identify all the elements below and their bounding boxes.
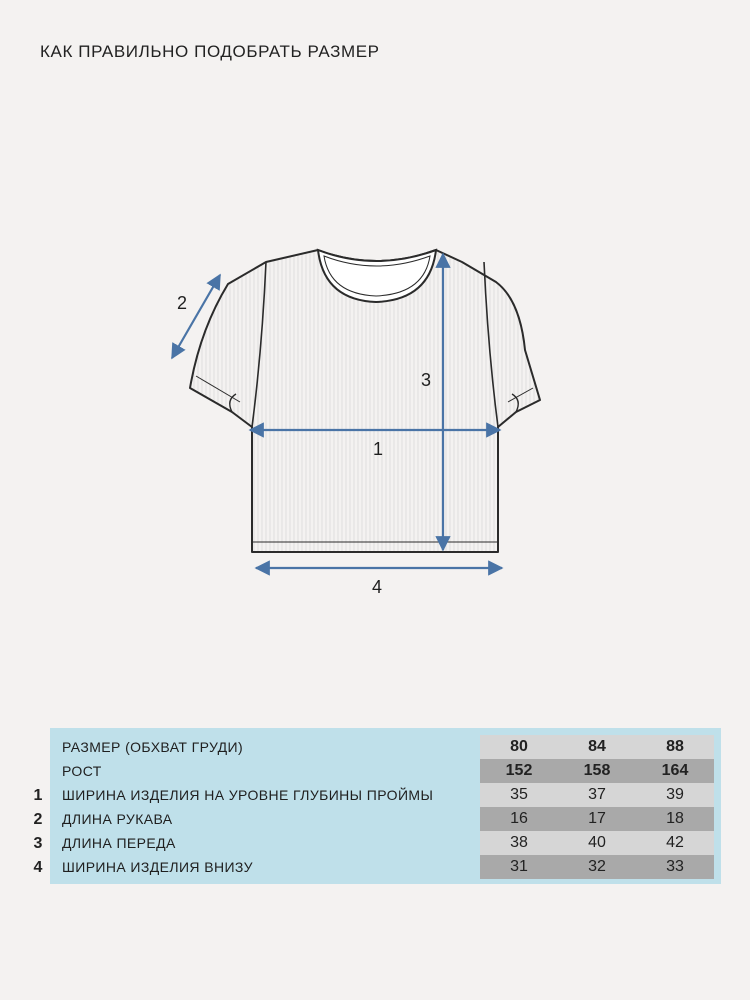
measure-label-4: 4 xyxy=(372,577,383,597)
table-cell: 18 xyxy=(636,807,714,831)
row-number-2: 2 xyxy=(33,811,43,828)
page-title: КАК ПРАВИЛЬНО ПОДОБРАТЬ РАЗМЕР xyxy=(40,42,380,61)
measure-label-3: 3 xyxy=(421,370,432,390)
table-row-size xyxy=(50,735,721,759)
table-cell: 88 xyxy=(636,735,714,759)
table-cell: 35 xyxy=(480,783,558,807)
table-cell: 42 xyxy=(636,831,714,855)
measure-label-2: 2 xyxy=(177,293,188,313)
table-cell: 32 xyxy=(558,855,636,879)
table-row-bottom-width xyxy=(50,855,721,879)
tshirt-outline xyxy=(190,250,540,552)
table-cell: 40 xyxy=(558,831,636,855)
table-row-height xyxy=(50,759,721,783)
row-label: ДЛИНА РУКАВА xyxy=(62,811,173,827)
table-cell: 164 xyxy=(636,759,714,783)
table-cell: 38 xyxy=(480,831,558,855)
row-label: РОСТ xyxy=(62,763,102,779)
table-row-front-length xyxy=(50,831,721,855)
table-cell: 80 xyxy=(480,735,558,759)
table-cell: 158 xyxy=(558,759,636,783)
table-row-sleeve-length xyxy=(50,807,721,831)
row-label: РАЗМЕР (ОБХВАТ ГРУДИ) xyxy=(62,739,244,755)
row-label: ШИРИНА ИЗДЕЛИЯ НА УРОВНЕ ГЛУБИНЫ ПРОЙМЫ xyxy=(62,787,434,803)
table-row-chest-width xyxy=(50,783,721,807)
table-cell: 84 xyxy=(558,735,636,759)
row-label: ДЛИНА ПЕРЕДА xyxy=(62,835,176,851)
row-number-3: 3 xyxy=(33,835,43,852)
row-number-1: 1 xyxy=(33,787,43,804)
row-label: ШИРИНА ИЗДЕЛИЯ ВНИЗУ xyxy=(62,859,253,875)
table-cell: 17 xyxy=(558,807,636,831)
table-cell: 31 xyxy=(480,855,558,879)
table-cell: 16 xyxy=(480,807,558,831)
row-number-4: 4 xyxy=(33,859,43,876)
table-cell: 37 xyxy=(558,783,636,807)
table-cell: 33 xyxy=(636,855,714,879)
table-cell: 39 xyxy=(636,783,714,807)
size-table xyxy=(50,728,721,884)
table-cell: 152 xyxy=(480,759,558,783)
measure-label-1: 1 xyxy=(373,439,384,459)
